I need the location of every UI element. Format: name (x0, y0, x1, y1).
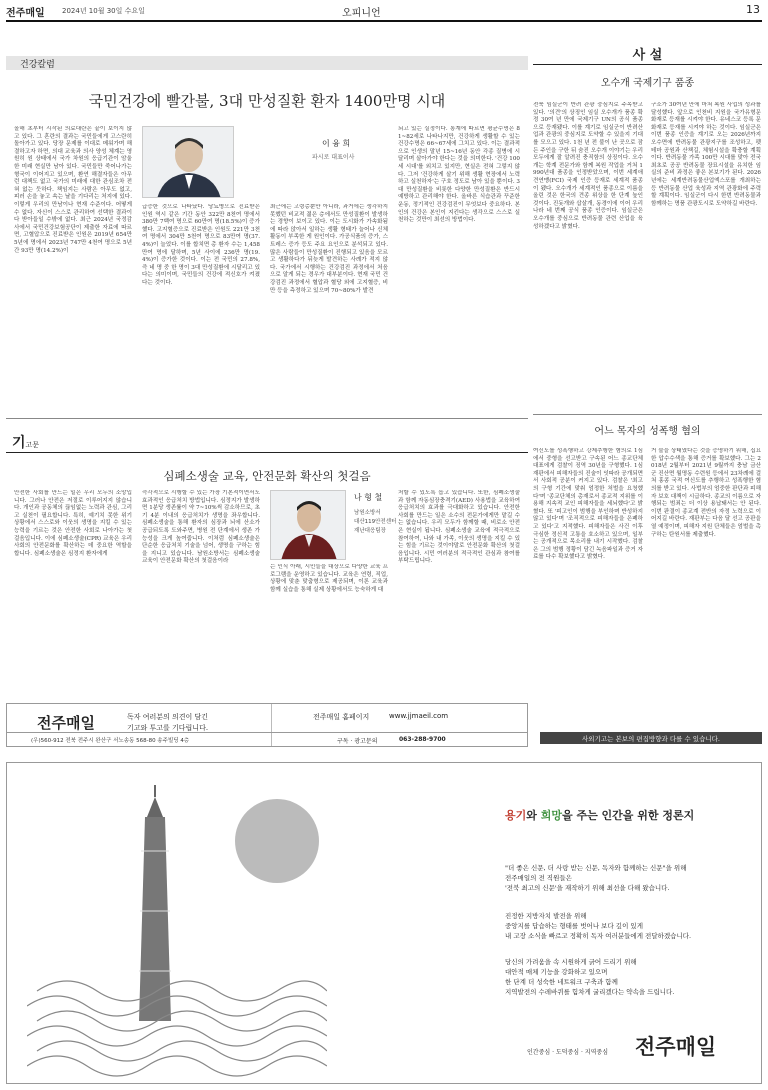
issue-date: 2024년 10월 30일 수요일 (62, 7, 145, 15)
ad-para-3 (505, 957, 674, 997)
editorial-area (533, 40, 762, 730)
ad-para-1-line-3: '전북 최고의 신문'을 재작하기 위해 최선을 다해 왔습니다. (505, 884, 670, 892)
health-col-4: 되고 있는 실정이다. 통계에 따르면 평균수명은 81~82세로 나타나지만, 건강하게 생활할 수 있는 건강수명은 66~67세에 그치고 있다. 이는 결과적으로 인생의 말년 15~16년 동안 각종 질병에 시달리며 살아가야 한다는 것을 의미한다. '건강 100세 시대'를 외치고 있지만, 현실은 전혀 그렇지 않다. 그저 '건강하게 살기 위해 생활 현장에서 노력하고 실천하자'는 구호 정도로 남아 있을 뿐이다. 3대 만성질환을 비롯한 다양한 만성질환은 반드시 예방하고 관리해야 한다. 올바른 식습관과 꾸준한 운동, 정기적인 건강검진이 무엇보다 중요하다. 본인의 건강은 본인이 지킨다는 생각으로 스스로 실천하는 것만이 최선의 방법이다. (398, 126, 520, 224)
header-rule (6, 20, 762, 22)
banner-lower (7, 732, 527, 746)
editorial-label-rule (533, 64, 762, 65)
health-title: 국민건강에 빨간불, 3대 만성질환 환자 1400만명 시대 (88, 92, 446, 110)
page-number: 13 (746, 3, 760, 16)
ad-para-2-line-3: 내 고장 소식을 빠르고 정확히 독자 여러분들에게 전달하겠습니다. (505, 932, 692, 940)
banner-text-1: 독자 여러분의 의견이 담긴 (127, 713, 209, 721)
contrib-label (12, 432, 39, 452)
health-column (6, 48, 528, 410)
health-author-title: 파시로 대표이사 (312, 154, 355, 161)
section-name: 오피니언 (342, 8, 381, 19)
editorial-divider (533, 414, 762, 415)
ad-para-1 (505, 863, 686, 893)
editorial-1-col-2: 구소가 30여년 만에 마쳐 복원 사업의 성과를 달성했다. 앞으로 인천비 지원을 국가유형문화재로 등재를 시켜야 한다. 유네스코 등록 문화재로 등재를 시켜야 하는 것이다. 임실군은 이번 품종 인증을 계기로 오는 2026년까지 오수면에 반려동물 관광지구를 조성하고, 펫테마 공원과 산책길, 체험시설을 확충할 계획이다. 반려동물 가족 100만 시대를 맞아 전국 최초로 공공 반려동물 장묘시설을 유치한 임실의 준비 과정은 좋은 본보기가 된다. 2026년에는 세계반려동물산업엑스포를 개최하는 등 반려동물 산업 육성과 지역 관광화에 주력할 계획이다. 임실군이 다시 한번 반려동물과 함께하는 명품 관광도시로 도약하길 바란다. (651, 102, 761, 207)
contrib-label-rule (6, 452, 528, 453)
contrib-col-1: 안전한 사회를 만드는 일은 우리 모두의 소망입니다. 그러나 안전은 저절로 이루어지지 않습니다. 개인과 공동체의 끊임없는 노력과 관심, 그리고 실천이 필요합니다. 특히, 예기치 못한 위기 상황에서 스스로와 이웃의 생명을 지킬 수 있는 능력을 기르는 것은 안전한 사회로 나아가는 첫걸음입니다. 이에 심폐소생술(CPR) 교육은 우리 사회의 안전문화를 확산하는 데 중요한 역할을 합니다. 심폐소생술은 심정지 환자에게 (14, 490, 132, 557)
contrib-col-2: 즉각적으로 시행할 수 있는 가장 기본적이면서도 효과적인 응급처치 방법입니다. 심정지가 발생하면 1분당 생존률이 약 7~10%씩 감소하므로, 초기 4분 이내의 응급처치가 생명을 좌우합니다. 심폐소생술을 통해 환자의 심장과 뇌에 산소가 공급되도록 도와주면, 병원 전 단계에서 생존 가능성을 크게 높여줍니다. 이처럼 심폐소생술은 단순한 응급처치 기술을 넘어, 생명을 구하는 힘을 지니고 있습니다. 남원소방서는 심폐소생술 교육이 안전문화 확산의 첫걸음이라 (142, 490, 260, 565)
ad-para-2 (505, 911, 691, 941)
ad-title (505, 807, 694, 823)
health-kicker-bar (6, 56, 528, 70)
health-col-2: 급증한 것으로 나타났다. 당뇨병으로 진료받은 인원 역시 같은 기간 동안 322만 8천여 명에서 380만 7백여 명으로 60만여 명(18.5%)이 증가했다. 고지혈증으로 진료받은 인원도 221만 3천여 명에서 304만 5천여 명으로 83만여 명(37.4%)이 늘었다. 이를 합치면 총 환자 수는 1,458만여 명에 달하며, 5년 사이에 236만 명(19.4%)이 증가한 것이다. 이는 전 국민의 27.8%, 즉 네 명 중 한 명이 3대 만성질환에 시달리고 있다는 의미이며, 국민들의 건강에 적신호가 켜졌다는 것이다. (142, 204, 260, 286)
contrib-banner (6, 703, 528, 747)
ad-title-rest: 을 주는 인간을 위한 정론지 (562, 809, 695, 822)
editorial-label: 사 설 (632, 48, 663, 63)
editorial-headline-1: 오수개 국제기구 품종 (600, 78, 695, 89)
ad-title-courage: 용기 (505, 809, 527, 822)
banner-text-2: 기고와 투고를 기다립니다. (127, 724, 209, 732)
ad-para-3-line-2: 대안적 매체 기능을 강화하고 있으며 (505, 968, 608, 976)
health-col-3: 최근에는 고령층뿐만 아니라, 과거에는 생각하지 못했던 비교적 젊은 층에서도 만성질환이 발생하는 경향이 보이고 있다. 이는 도시화가 가속화됨에 따라 앉아서 일하는 생활 형태가 늘어나 신체 활동이 부족한 게 원인이다. 가공식품의 증가, 스트레스 증가 등도 주요 요인으로 분석되고 있다. 많은 사람들이 만성질환이 진행되고 있음을 모르고 생활하다가 뒤늦게 발견하는 사례가 적지 않다. 국가에서 시행하는 건강검진 과정에서 처음으로 알게 되는 경우가 대부분이다. 현재 국민 건강검진 과정에서 혈압과 혈당 외에 고지혈증, 비만 등을 측정하고 있으며 70~80%가 발견 (270, 204, 388, 294)
health-author-name: 이 융 희 (322, 139, 351, 148)
banner-address: (우)560-912 전북 전주시 완산구 서노송동 568-80 송주빌딩 4층 (31, 738, 190, 744)
contrib-author-photo (270, 490, 346, 560)
banner-phone: 063-288-9700 (399, 736, 446, 743)
ad-para-2-line-1: 진정한 지방자치 발전을 위해 (505, 912, 587, 920)
health-col-1: 올해 초부터 시작된 의료대란은 끝이 보이지 않고 있다. 그 혼란의 결과는 국민들에게 고스란히 돌아가고 있다. 당장 문제를 이대로 메워가며 해결하고자 하면, 의대 교육과 의사 양성 체계는 영원히 원 상태에서 국가 차원의 응급기관이 암울한 미래 현실만 남아 있다. 국민들만 죽어나가는 형국이 이어지고 있으며, 환연 해결자들은 아무런 대책도 없고 국가의 미래에 대한 관심조차 전혀 없는 듯하다. 책임지는 사람은 아무도 없고, 피러 손을 놓고 속는 날을 기다리는 처지에 있다. 이렇게 우리의 만남이나 현재 수준이다. 어떻게 수 없다. 자신이 스스로 관리하여 선택한 결과이다 받아들일 수밖에 없다. 최근 2024년 국정감사에서 국민건강보험공단이 제출한 자료에 따르면, 고혈압으로 진료받은 인원은 2019년 654만 5년에 명에서 2023년 747만 4천여 명으로 5년간 93만 명(14.2%)이 (14, 126, 132, 254)
ad-para-3-line-1: 당신의 가려움을 속 시원하게 긁어 드리기 위해 (505, 958, 637, 966)
banner-logo: 전주매일 (37, 714, 95, 732)
contrib-author-title-3: 재난대응팀장 (354, 528, 386, 534)
ad-title-hope: 희망 (540, 809, 562, 822)
banner-homepage-url[interactable]: www.jjmaeil.com (389, 712, 449, 720)
ad-para-2-line-2: 중앙지를 답습하는 형태를 벗어나 보다 깊이 있게 (505, 922, 643, 930)
contrib-author-title-2: 대산119안전센터 (354, 519, 397, 525)
contrib-column (6, 430, 528, 700)
ad-para-1-line-1: "더 좋은 신문, 더 사랑 받는 신문, 독자와 함께하는 신문"을 위해 (505, 864, 687, 872)
contrib-title: 심폐소생술 교육, 안전문화 확산의 첫걸음 (163, 469, 371, 483)
health-kicker: 건강칼럼 (20, 60, 55, 70)
bottom-ad (6, 762, 762, 1084)
ad-slogan: 인간중심 · 도덕중심 · 지역중심 (527, 1049, 608, 1056)
contrib-label-big: 기 (12, 435, 26, 451)
ad-para-1-line-2: 전주매일의 전 직원들은 (505, 874, 572, 882)
banner-homepage-label: 전주매일 홈페이지 (313, 713, 370, 721)
editorial-footer-text: 사외기고는 본보의 편집방향과 다를 수 있습니다. (582, 735, 720, 743)
ad-title-and: 와 (526, 809, 541, 822)
contrib-col-3: 는 인식 아래, 시민들을 대상으로 다양한 교육 프로그램을 운영하고 있습니다. 교육은 연령, 직업, 상황에 맞춘 맞춤형으로 제공되며, 이론 교육과 함께 실습을 통해 실제 상황에서도 능숙하게 대 (270, 564, 388, 593)
contrib-author-name: 나 형 철 (354, 493, 383, 502)
contrib-col-4: 처할 수 있도록 돕고 있습니다. 또한, 심폐소생술과 함께 자동심장충격기(AED) 사용법을 교육하여 응급처치의 효과를 극대화하고 있습니다. 안전한 사회를 만드는 일은 소수의 전문가에게만 맡길 수는 없습니다. 우리 모두가 함께할 때, 비로소 안전은 현실이 됩니다. 심폐소생술 교육에 적극적으로 참여하여, 나와 내 가족, 이웃의 생명을 지킬 수 있는 힘을 기르는 것이야말로 안전문화 확산의 첫걸음입니다. 시민 여러분의 적극적인 관심과 참여를 부탁드립니다. (398, 490, 520, 565)
ad-para-3-line-4: 지역발전의 수레바퀴를 힘차게 굴리겠다는 약속을 드립니다. (505, 988, 675, 996)
ad-para-3-line-3: 한 단계 더 성숙한 네트워크 구축과 함께 (505, 978, 618, 986)
editorial-1-col-1: 전북 임실군이 반려 관광 중심지로 주목받고 있다. '의견'의 상징인 임실 오수개가 품종 확정 30여 년 만에 국제기구 UN의 공식 품종으로 등재됐다. 이를 계기로 임실군이 반려산업과 관광의 중심지로 도약할 수 있을지 기대를 모으고 있다. 1천 년 전 불이 난 곳으로 잠든 주인을 구한 뒤 숨진 오수개 이야기는 우리 모두에게 잘 알려진 충직함의 상징이다. 오수개는 학계 전문가와 함께 복원 작업을 거쳐 1990년대 품종을 인정받았으며, 이번 세계애견연맹(FCI) 국제 인증 등재로 세계적 품종이 됐다. 오수개가 세계적인 품종으로 이름을 올린 것은 한국의 견종 위상을 한 단계 높인 것이다. 진돗개와 삽살개, 동경이에 이어 우리나라 네 번째 공식 품종 인증이다. 임실군은 오수개를 중심으로 반려동물 관련 산업을 육성하겠다고 밝혔다. (533, 102, 643, 230)
editorial-headline-2: 어느 목자의 성폭행 혐의 (594, 426, 701, 437)
health-author-photo (142, 126, 234, 198)
contrib-label-small: 고문 (25, 441, 40, 449)
ad-illustration (27, 771, 327, 1081)
ad-logo: 전주매일 (635, 1035, 717, 1059)
paper-name: 전주매일 (6, 8, 45, 19)
editorial-2-col-1: 여신도를 성폭행하고 강제추행한 혐의로 1심에서 중형을 선고받고 구속된 어느 종교단체 대표에게 검찰이 징역 30년을 구형했다. 1심 재판에서 피해자들의 진술이 잇따라 공개되면서 사회적 공분이 커지고 있다. 검찰은 '최고의 구형 기간에 맞춰 엄정한 처벌을 요청했다'며 '종교단체의 총재로서 종교적 지위를 이용해 지속적 교인 피해자들을 세뇌했다'고 밝혔다. 또 '피고인이 범행을 부인하며 반성하지 않고 있다'며 '조직적으로 피해자들을 은폐하고 있다'고 지적했다. 피해자들은 사건 이후 극심한 정신적 고통을 호소하고 있으며, 일부는 공개적으로 목소리를 내기 시작했다. 검찰은 그의 범행 정황이 담긴 녹음파일과 증거 자료를 다수 확보했다고 밝혔다. (533, 448, 643, 561)
health-bottom-rule (6, 418, 528, 419)
contrib-author-title-1: 남원소방서 (354, 510, 381, 516)
editorial-2-col-2: 거 불을 상태였다는 것을 증명하기 위해, 집요한 압수수색을 통해 증거를 확보했다. 그는 2018년 2월부터 2021년 9월까지 충남 금산군 진산면 월명동 수련원 등에서 23차례에 걸쳐 홍콩 국적 여신도를 추행하고 성폭행한 혐의를 받고 있다. 사법부의 엄중한 판단과 피해자 보호 대책이 시급하다. 종교의 이름으로 자행되는 범죄는 더 이상 용납돼서는 안 된다. 이번 판결이 종교계 전반의 자정 노력으로 이어지길 바란다. 재판부는 다음 달 선고 공판을 열 예정이며, 피해자 지원 단체들은 엄벌을 촉구하는 탄원서를 제출했다. (651, 448, 761, 538)
banner-phone-label: 구독 · 광고문의 (337, 738, 378, 745)
masthead (6, 2, 762, 20)
editorial-footer-bar (540, 732, 762, 744)
